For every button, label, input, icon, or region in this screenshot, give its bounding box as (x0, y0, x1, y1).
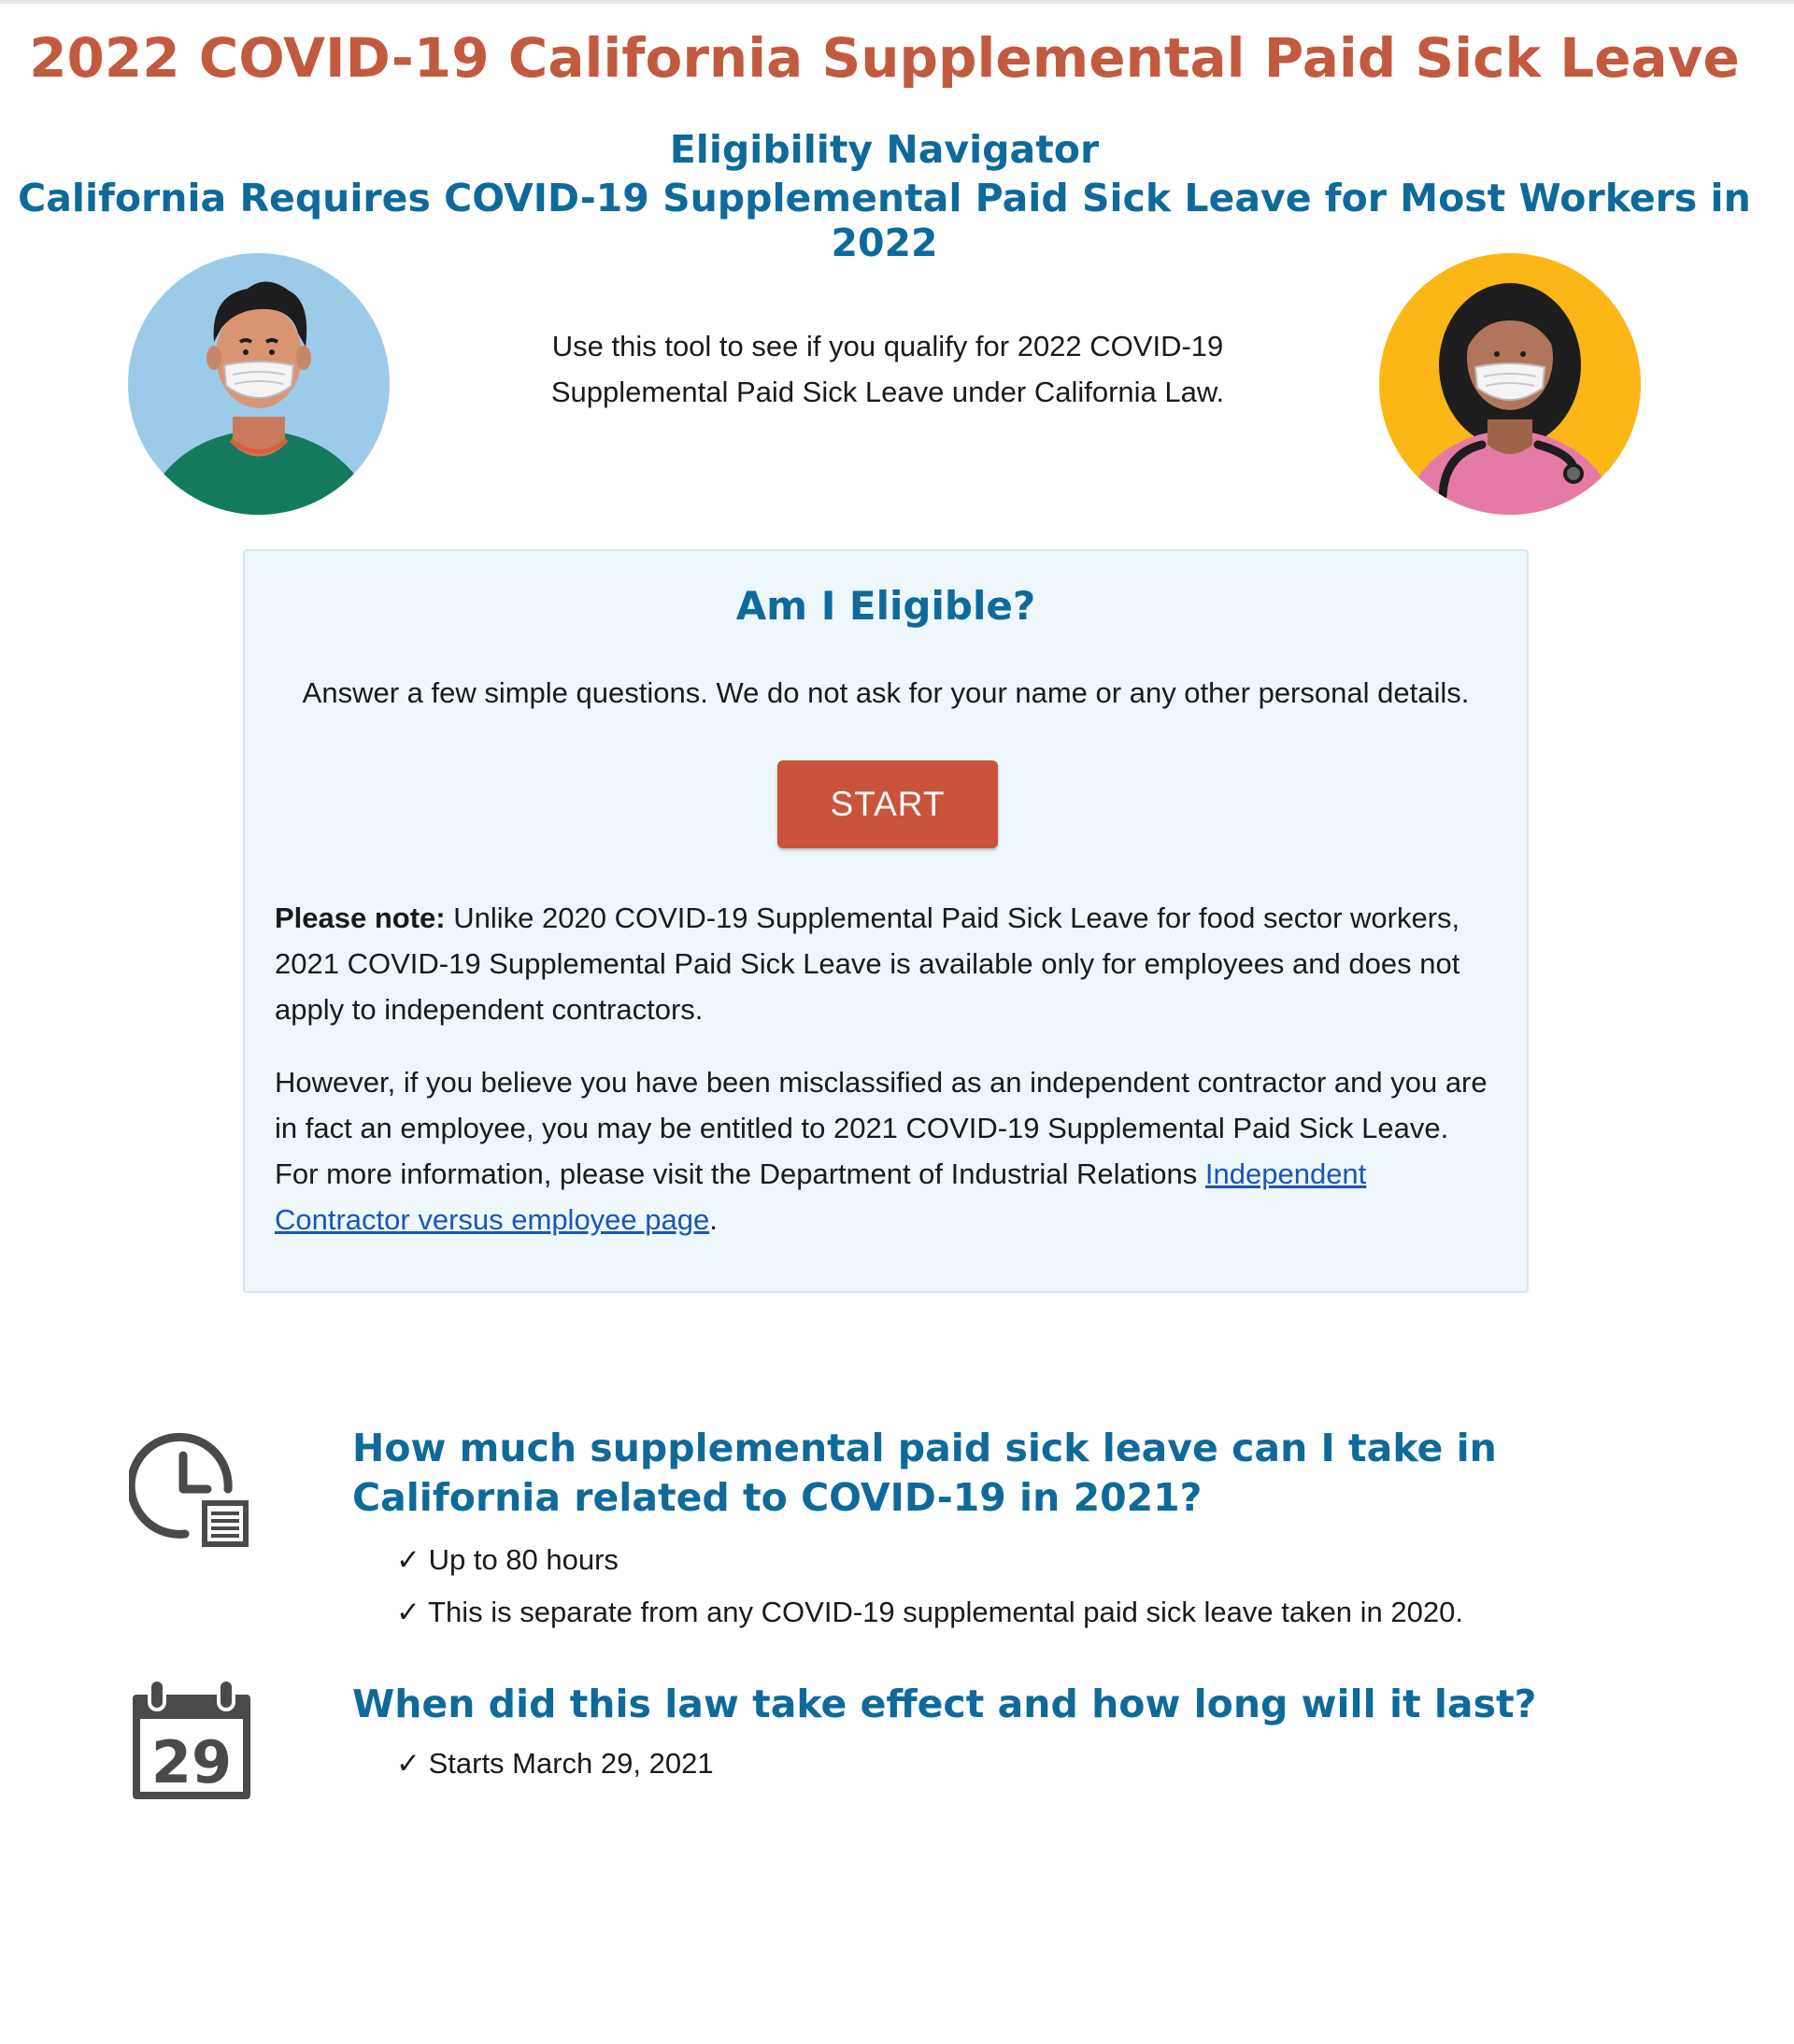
note-text: Unlike 2020 COVID-19 Supplemental Paid Sick Leave for food sector workers, 2021 COVID-19 Supplemental Paid Sick Leave is available only for employees and does not apply to independent contractors. (275, 901, 1460, 1026)
eligibility-lead: Answer a few simple questions. We do not ask for your name or any other personal details. (302, 676, 1470, 709)
eligibility-card (243, 549, 1529, 1293)
faq-question-effective-date: When did this law take effect and how long will it last? (352, 1682, 1537, 1726)
page-subtitle-navigator: Eligibility Navigator (669, 127, 1100, 172)
however-text: However, if you believe you have been misclassified as an independent contractor and you are in fact an employee, you may be entitled to 2021 COVID-19 Supplemental Paid Sick Leave. For more information, please visit the Department of Industrial Relations (275, 1066, 1488, 1190)
intro-text: Use this tool to see if you qualify for 2022 COVID-19 Supplemental Paid Sick Leave under California Law. (550, 330, 1225, 408)
calendar-icon (129, 1678, 254, 1803)
start-button[interactable]: START (777, 760, 998, 848)
misclassification-note (275, 1059, 1489, 1242)
trailing-period: . (709, 1203, 718, 1236)
clock-icon (129, 1424, 254, 1549)
calendar-day: 29 (150, 1728, 233, 1796)
faq-answer-start-date: ✓ Starts March 29, 2021 (396, 1747, 714, 1780)
masked-nurse-illustration (1379, 253, 1641, 515)
masked-man-illustration (128, 253, 390, 515)
page-subtitle-requirement: California Requires COVID-19 Supplemental Paid Sick Leave for Most Workers in 2022 (18, 176, 1751, 265)
contractor-note (275, 895, 1489, 1032)
faq-question-leave-amount: How much supplemental paid sick leave can I take in California related to COVID-19 in 2021? (352, 1426, 1497, 1520)
faq-answer-hours: ✓ Up to 80 hours (396, 1543, 619, 1576)
faq-answer-separate: ✓ This is separate from any COVID-19 supplemental paid sick leave taken in 2020. (396, 1596, 1463, 1628)
eligibility-title: Am I Eligible? (735, 583, 1036, 629)
independent-contractor-link[interactable]: Independent Contractor versus employee page (275, 1157, 1367, 1236)
top-border (0, 0, 1794, 4)
note-label: Please note: (275, 901, 446, 934)
page-title: 2022 COVID-19 California Supplemental Paid Sick Leave (29, 26, 1740, 90)
